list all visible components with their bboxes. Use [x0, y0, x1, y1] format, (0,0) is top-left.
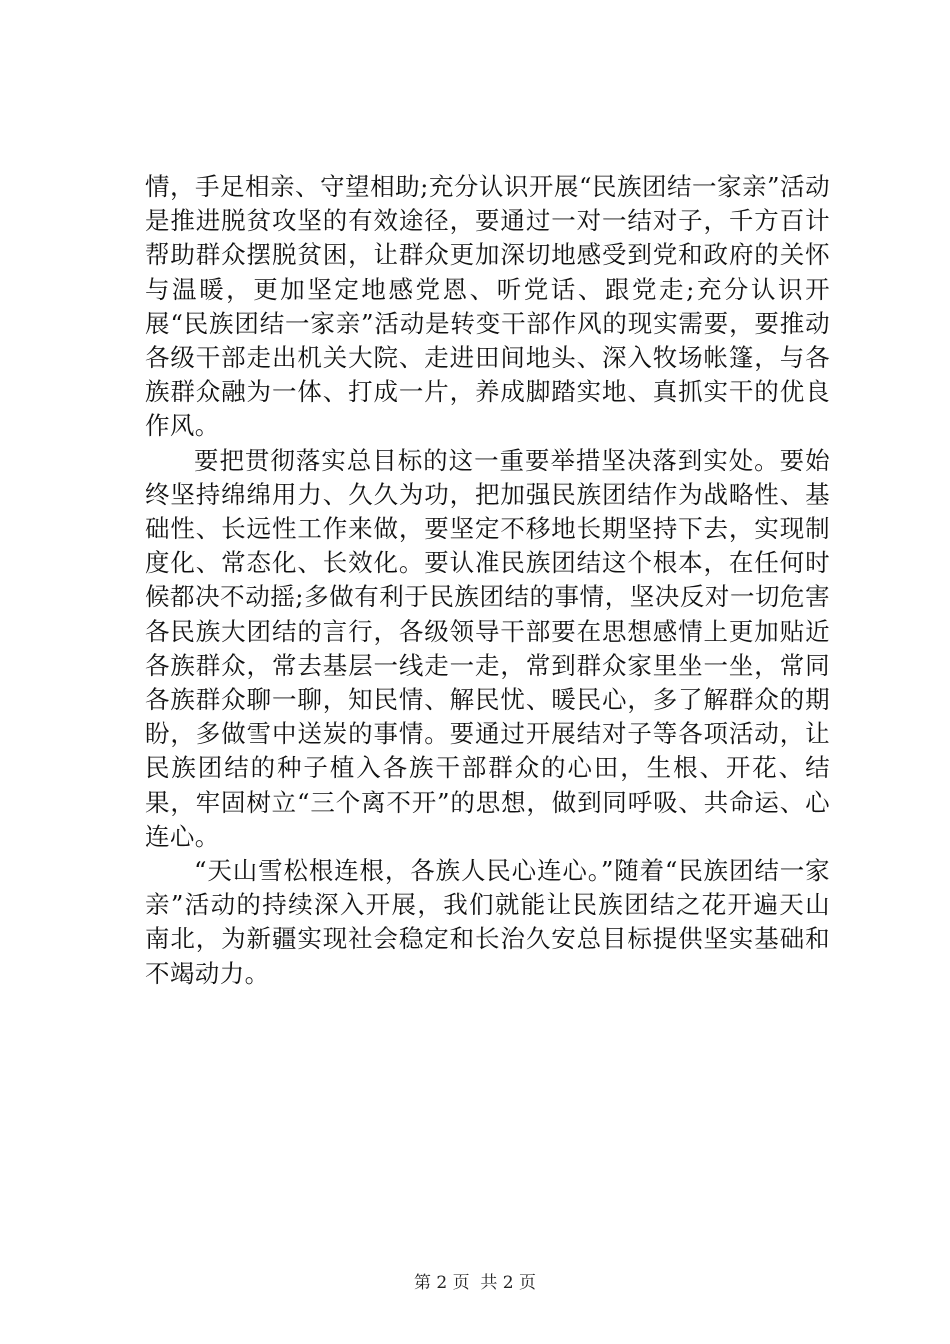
paragraph-2: 要把贯彻落实总目标的这一重要举措坚决落到实处。要始终坚持绵绵用力、久久为功，把加强民族团结作为战略性、基础性、长远性工作来做，要坚定不移地长期坚持下去，实现制度化、常态化、长效化。要认准民族团结这个根本，在任何时候都决不动摇;多做有利于民族团结的事情，坚决反对一切危害各民族大团结的言行，各级领导干部要在思想感情上更加贴近各族群众，常去基层一线走一走，常到群众家里坐一坐，常同各族群众聊一聊，知民情、解民忧、暖民心，多了解群众的期盼，多做雪中送炭的事情。要通过开展结对子等各项活动，让民族团结的种子植入各族干部群众的心田，生根、开花、结果，牢固树立“三个离不开”的思想，做到同呼吸、共命运、心连心。 — [145, 445, 830, 851]
document-body — [145, 170, 830, 991]
paragraph-1: 情，手足相亲、守望相助;充分认识开展“民族团结一家亲”活动是推进脱贫攻坚的有效途径，要通过一对一结对子，千方百计帮助群众摆脱贫困，让群众更加深切地感受到党和政府的关怀与温暖，更加坚定地感党恩、听党话、跟党走;充分认识开展“民族团结一家亲”活动是转变干部作风的现实需要，要推动各级干部走出机关大院、走进田间地头、深入牧场帐篷，与各族群众融为一体、打成一片，养成脚踏实地、真抓实干的优良作风。 — [145, 172, 830, 441]
page-number-label: 第 2 页 共 2 页 — [413, 1273, 537, 1293]
page-footer — [0, 1272, 950, 1294]
paragraph-3: “天山雪松根连根，各族人民心连心。”随着“民族团结一家亲”活动的持续深入开展，我们就能让民族团结之花开遍天山南北，为新疆实现社会稳定和长治久安总目标提供坚实基础和不竭动力。 — [145, 856, 830, 988]
